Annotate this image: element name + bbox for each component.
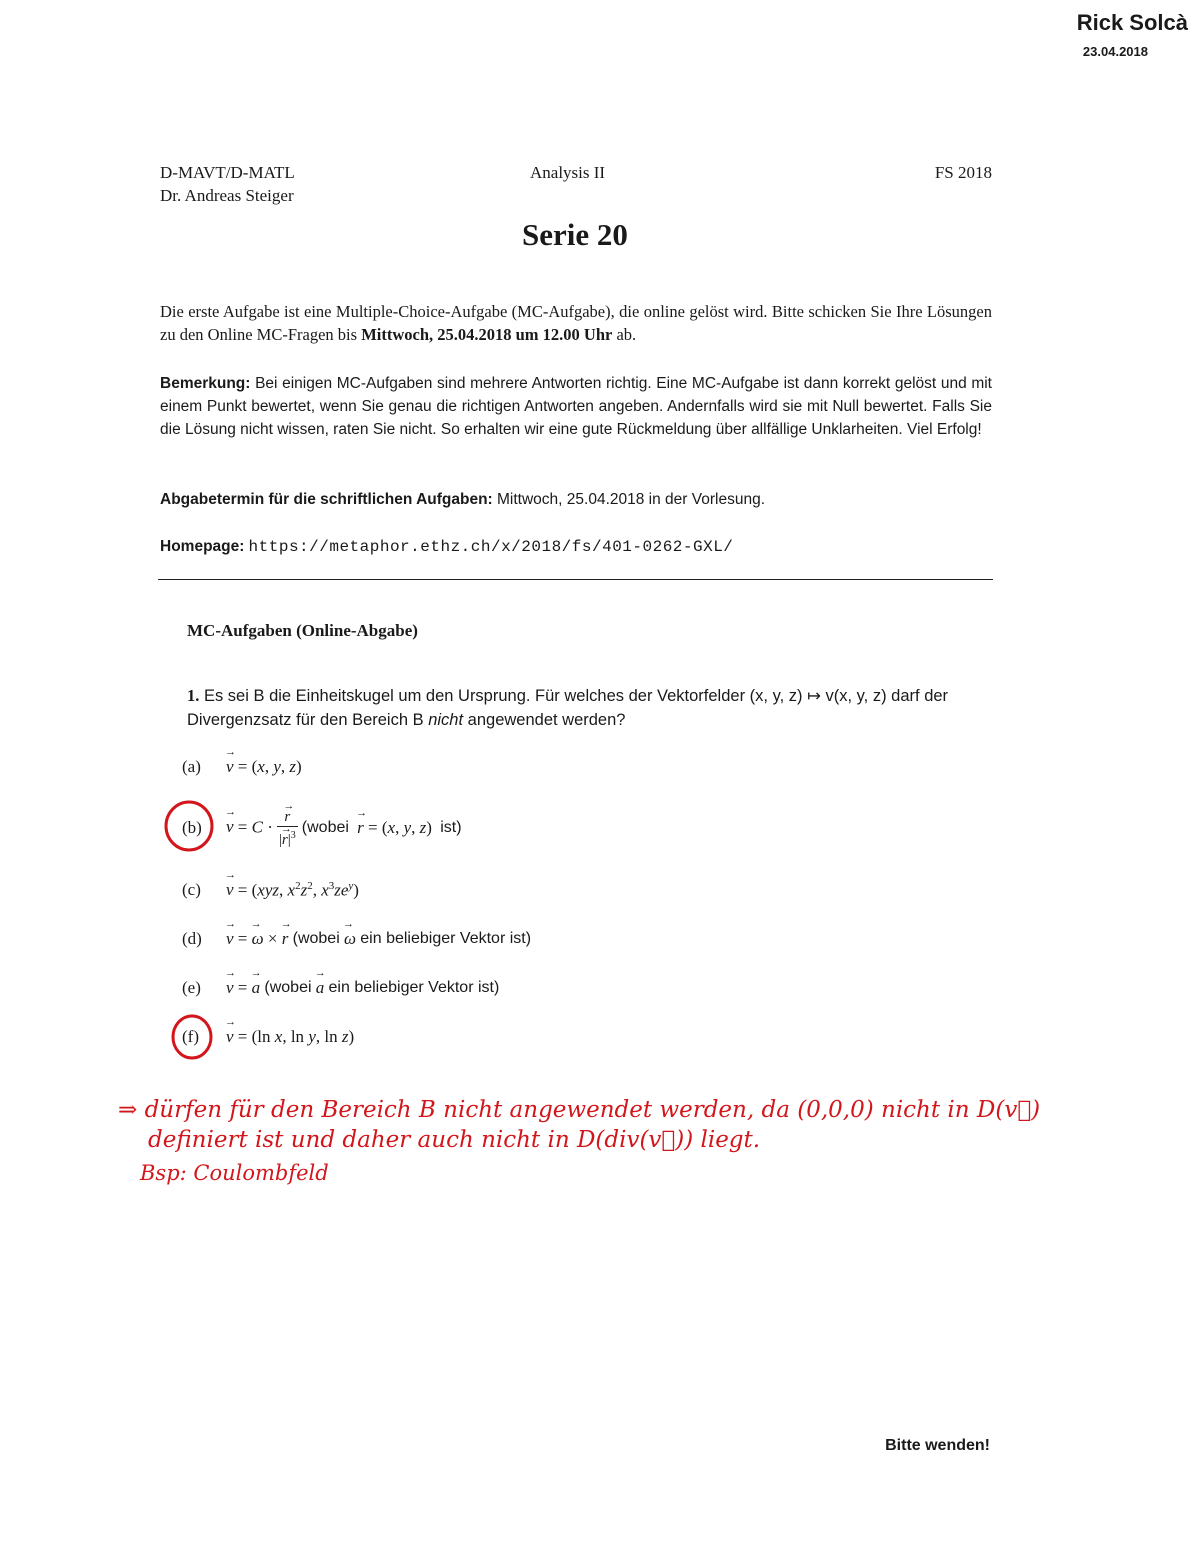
option-note: (wobei	[292, 930, 340, 947]
page-title: Serie 20	[522, 217, 628, 252]
question-number: 1.	[187, 686, 200, 705]
option-formula: → v = C · → $\frac{r}{|\to r|^3}$	[226, 809, 302, 848]
homepage-label: Homepage:	[160, 538, 245, 555]
option-label: (a)	[182, 757, 201, 776]
option-formula: → v = → a	[226, 978, 264, 998]
option-note-end: ein beliebiger Vektor ist)	[360, 930, 532, 947]
option-label: (f)	[182, 1027, 199, 1046]
option-formula: → v = (x, y, z)	[226, 757, 302, 777]
handwritten-line-1: ⇒ dürfen für den Bereich B nicht angewendet werden, da (0,0,0) nicht in D(v⃗)	[118, 1097, 1041, 1123]
course-name: Analysis II	[530, 163, 606, 182]
question-emphasis: nicht	[428, 711, 464, 729]
option-note-end: ist)	[440, 819, 462, 836]
option-e: (e) → v = → a (wobei → a ein beliebiger Vektor ist)	[182, 976, 499, 1000]
lecturer: Dr. Andreas Steiger	[160, 186, 294, 205]
department: D-MAVT/D-MATL	[160, 163, 295, 182]
question-text-end: angewendet werden?	[467, 711, 626, 729]
option-label: (c)	[182, 880, 201, 899]
remark-text: Bei einigen MC-Aufgaben sind mehrere Antworten richtig. Eine MC-Aufgabe ist dann korrekt gelöst und mit einem Punkt bewertet, wenn Sie genau die richtigen Antworten angeben. Andernfalls wird sie mit Null bewertet. Falls Sie die Lösung nicht wissen, raten Sie nicht. So erhalten wir eine gute Rückmeldung über allfällige Unklarheiten. Viel Erfolg!	[160, 375, 992, 438]
handwritten-line-3: Bsp: Coulombfeld	[140, 1161, 329, 1185]
option-f-circle	[173, 1016, 211, 1058]
option-d: (d) → v = → ω × → r (wobei → ω ein beliebiger Vektor ist)	[182, 927, 531, 951]
homepage-url[interactable]: https://metaphor.ethz.ch/x/2018/fs/401-0262-GXL/	[248, 538, 734, 556]
option-b-circle	[166, 802, 212, 850]
remark-label: Bemerkung:	[160, 375, 251, 392]
handwritten-line-2: definiert ist und daher auch nicht in D(div(v⃗)) liegt.	[148, 1127, 761, 1153]
option-formula: → v = → ω × → r	[226, 929, 293, 949]
author-name: Rick Solcà	[1076, 10, 1188, 35]
option-note: (wobei	[301, 819, 349, 836]
footer-note: Bitte wenden!	[885, 1437, 990, 1454]
option-note-end: ein beliebiger Vektor ist)	[328, 979, 500, 996]
intro-text-end: ab.	[612, 325, 637, 344]
intro-deadline: Mittwoch, 25.04.2018 um 12.00 Uhr	[361, 325, 613, 344]
question-text: Es sei B die Einheitskugel um den Ursprung. Für welches der Vektorfelder (x, y, z) ↦ v(x, y, z) darf der Divergenzsatz für den Bereich B	[187, 687, 949, 729]
option-note: (wobei	[264, 979, 312, 996]
option-b: (b) → v = C · → $\frac{r}{|\to r|^3}$ (wobei → r = (x, y, z) ist)	[182, 816, 462, 840]
submission-text: Mittwoch, 25.04.2018 in der Vorlesung.	[492, 491, 765, 508]
semester: FS 2018	[934, 163, 992, 182]
intro-text: Die erste Aufgabe ist eine Multiple-Choice-Aufgabe (MC-Aufgabe), die online gelöst wird. Bitte schicken Sie Ihre Lösungen zu den Online MC-Fragen bis	[160, 302, 992, 344]
option-label: (d)	[182, 929, 202, 948]
submission-label: Abgabetermin für die schriftlichen Aufgaben:	[160, 491, 493, 508]
option-formula: → v = (xyz, $x^2z^2$, $x^3ze^y$)	[226, 880, 359, 901]
mc-heading: MC-Aufgaben (Online-Abgabe)	[187, 621, 418, 640]
option-label: (e)	[182, 978, 201, 997]
author-date: 23.04.2018	[1082, 44, 1148, 59]
option-formula: → v = (ln x, ln y, ln z)	[226, 1027, 354, 1047]
option-label: (b)	[182, 818, 202, 837]
